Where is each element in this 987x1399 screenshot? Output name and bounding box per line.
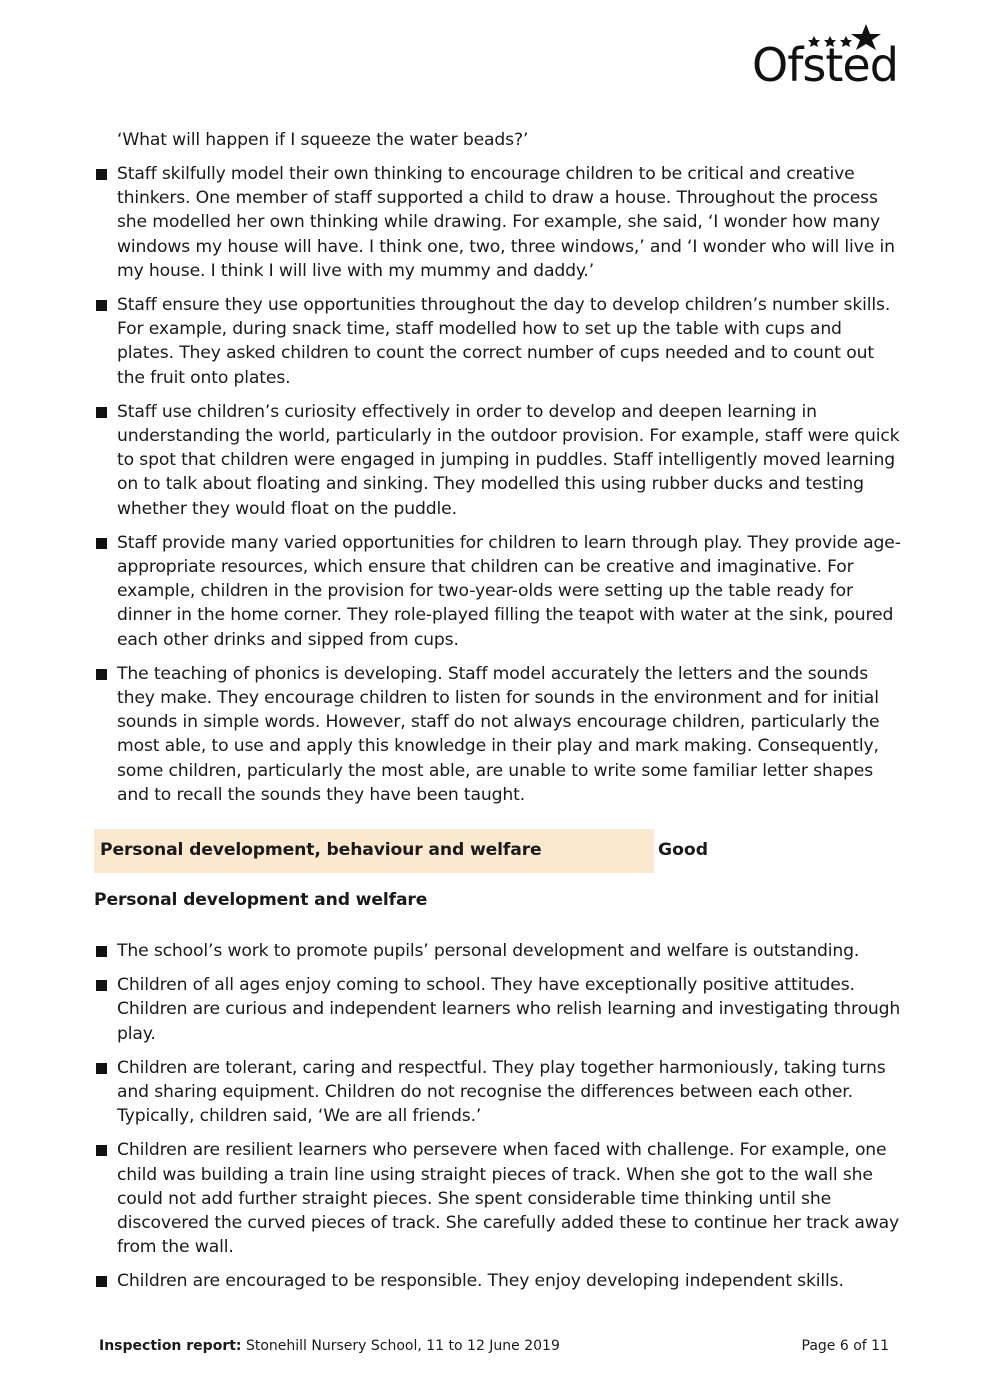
- page-number: Page 6 of 11: [801, 1338, 889, 1354]
- footer-report-info: [99, 1338, 560, 1354]
- bullet-item: Staff provide many varied opportunities for children to learn through play. They provide age-appropriate resources, which ensure that children can be creative and imaginative. For example, children in the provision for two-year-olds were setting up the table ready for dinner in the home corner. They role-played filling the teapot with water at the sink, poured each other drinks and sipped from cups.: [94, 531, 904, 652]
- section-title: Personal development, behaviour and welfare: [100, 840, 542, 860]
- bullet-item: Staff use children’s curiosity effectively in order to develop and deepen learning in understanding the world, particularly in the outdoor provision. For example, staff were quick to spot that children were engaged in jumping in puddles. Staff intelligently moved learning on to talk about floating and sinking. They modelled this using rubber ducks and testing whether they would float on the puddle.: [94, 400, 904, 521]
- subsection-title: Personal development and welfare: [94, 890, 428, 910]
- teaching-bullet-list: [94, 162, 904, 817]
- bullet-item: Staff skilfully model their own thinking to encourage children to be critical and creative thinkers. One member of staff supported a child to draw a house. Throughout the process she modelled her own thinking while drawing. For example, she said, ‘I wonder how many windows my house will have. I think one, two, three windows,’ and ‘I wonder who will live in my house. I think I will live with my mummy and daddy.’: [94, 162, 904, 283]
- bullet-item: Children are encouraged to be responsible. They enjoy developing independent skills.: [94, 1269, 904, 1293]
- bullet-item: Children are resilient learners who persevere when faced with challenge. For example, one child was building a train line using straight pieces of track. When she got to the wall she could not add further straight pieces. She spent considerable time thinking until she discovered the curved pieces of track. She carefully added these to continue her track away from the wall.: [94, 1138, 904, 1259]
- section-heading-band: [94, 829, 654, 873]
- ofsted-logo: [752, 22, 902, 100]
- footer-label: Inspection report:: [99, 1338, 242, 1354]
- bullet-item: The school’s work to promote pupils’ personal development and welfare is outstanding.: [94, 939, 904, 963]
- bullet-item: Children of all ages enjoy coming to school. They have exceptionally positive attitudes. Children are curious and independent learners who relish learning and investigating through play.: [94, 973, 904, 1046]
- bullet-item: The teaching of phonics is developing. Staff model accurately the letters and the sounds they make. They encourage children to listen for sounds in the environment and for initial sounds in simple words. However, staff do not always encourage children, particularly the most able, to use and apply this knowledge in their play and mark making. Consequently, some children, particularly the most able, are unable to write some familiar letter shapes and to recall the sounds they have been taught.: [94, 662, 904, 807]
- page-footer: [99, 1338, 889, 1354]
- continuation-text: ‘What will happen if I squeeze the water beads?’: [117, 130, 529, 150]
- section-grade: Good: [658, 840, 709, 860]
- bullet-item: Staff ensure they use opportunities throughout the day to develop children’s number skills. For example, during snack time, staff modelled how to set up the table with cups and plates. They asked children to count the correct number of cups needed and to count out the fruit onto plates.: [94, 293, 904, 390]
- footer-detail: Stonehill Nursery School, 11 to 12 June 2019: [241, 1338, 560, 1354]
- bullet-item: Children are tolerant, caring and respectful. They play together harmoniously, taking turns and sharing equipment. Children do not recognise the differences between each other. Typically, children said, ‘We are all friends.’: [94, 1056, 904, 1129]
- welfare-bullet-list: [94, 939, 904, 1304]
- logo-wordmark: Ofsted: [752, 38, 898, 92]
